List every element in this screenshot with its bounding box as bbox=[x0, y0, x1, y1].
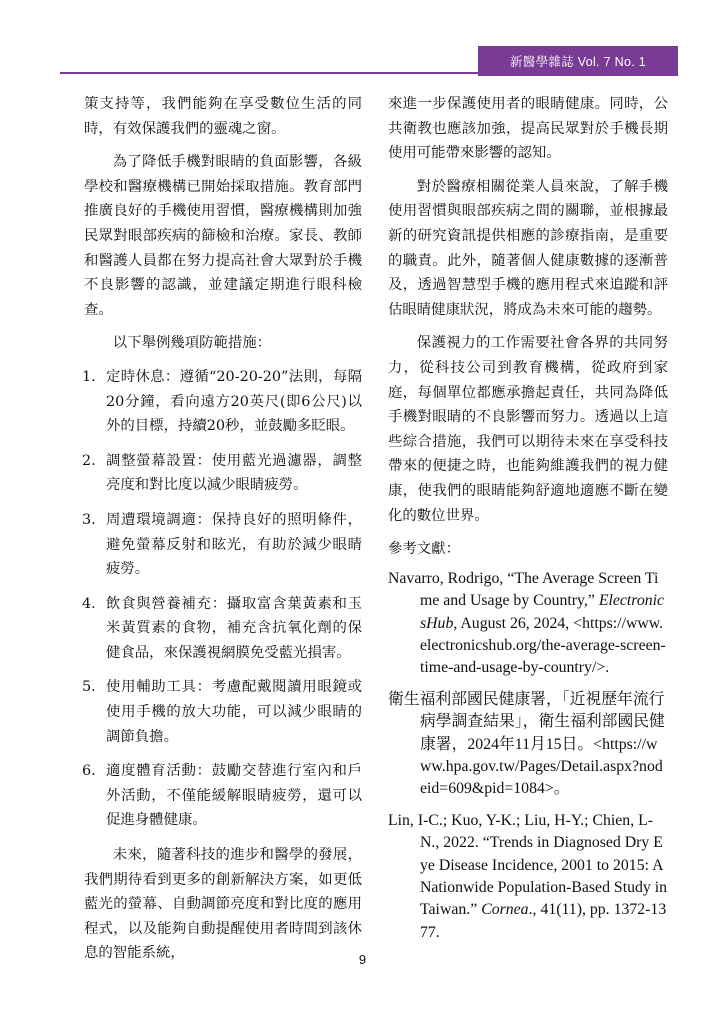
references-heading: 參考文獻： bbox=[388, 541, 460, 558]
paragraph: 未來，隨著科技的進步和醫學的發展，我們期待看到更多的創新解決方案，如更低藍光的螢幕、自動調節亮度和對比度的應用程式，以及能夠自動提醒使用者時間到該休息的智能系統， bbox=[84, 847, 362, 962]
reference-text: Lin, I-C.; Kuo, Y-K.; Liu, H-Y.; Chien, L-N., 2022. “Trends in Diagnosed Dry Eye Disease Incidence, 2001 to 2015: A Nationwide Population-Based Study in Taiwan.” bbox=[388, 811, 668, 919]
paragraph: 為了降低手機對眼睛的負面影響，各級學校和醫療機構已開始採取措施。教育部門推廣良好的手機使用習慣，醫療機構則加強民眾對眼部疾病的篩檢和治療。家長、教師和醫護人員都在努力提高社會大眾對於手機不良影響的認識，並建議定期進行眼科檢查。 bbox=[84, 154, 362, 318]
list-number: 3. bbox=[82, 511, 96, 528]
list-text: 適度體育活動：鼓勵交替進行室內和戶外活動，不僅能緩解眼睛疲勞，還可以促進身體健康。 bbox=[106, 763, 362, 829]
reference-entry bbox=[388, 568, 668, 680]
list-number: 5. bbox=[82, 679, 96, 696]
list-number: 1. bbox=[82, 368, 96, 385]
reference-entry: 衛生福利部國民健康署，「近視歷年流行病學調查結果」，衛生福利部國民健康署，2024年11月15日。<https://www.hpa.gov.tw/Pages/Detail.aspx?nodeid=609&pid=1084>。 bbox=[388, 690, 665, 798]
journal-header: 新醫學雜誌 Vol. 7 No. 1 bbox=[478, 46, 678, 76]
right-column bbox=[388, 92, 668, 953]
list-text: 周遭環境調適：保持良好的照明條件，避免螢幕反射和眩光，有助於減少眼睛疲勞。 bbox=[106, 511, 362, 578]
paragraph: 保護視力的工作需要社會各界的共同努力，從科技公司到教育機構，從政府到家庭，每個單位都應承擔起責任，共同為降低手機對眼睛的不良影響而努力。透過以上這些綜合措施，我們可以期待未來在享受科技帶來的便捷之時，也能夠維護我們的視力健康，使我們的眼睛能夠舒適地適應不斷在變化的數位世界。 bbox=[388, 335, 668, 524]
list-intro: 以下舉例幾項防範措施： bbox=[112, 335, 272, 352]
list-number: 6. bbox=[82, 763, 96, 780]
reference-entry bbox=[388, 810, 668, 944]
reference-text: Navarro, Rodrigo, “The Average Screen Time and Usage by Country,” bbox=[388, 569, 659, 610]
list-text: 定時休息：遵循“20-20-20”法則，每隔20分鐘，看向遠方20英尺(即6公尺)以外的目標，持續20秒，並鼓勵多眨眼。 bbox=[106, 368, 362, 435]
list-item bbox=[82, 592, 362, 666]
list-text: 使用輔助工具：考慮配戴閱讀用眼鏡或使用手機的放大功能，可以減少眼睛的調節負擔。 bbox=[106, 679, 362, 745]
left-column bbox=[84, 92, 362, 975]
list-item bbox=[82, 675, 362, 749]
reference-source: ElectronicsHub bbox=[420, 592, 665, 632]
list-item bbox=[82, 508, 362, 582]
list-item bbox=[82, 759, 362, 833]
list-number: 4. bbox=[82, 595, 96, 612]
list-text: 飲食與營養補充：攝取富含葉黃素和玉米黃質素的食物，補充含抗氧化劑的保健食品，來保護視網膜免受藍光損害。 bbox=[106, 595, 362, 661]
reference-text: , August 26, 2024, <https://www.electronicshub.org/the-average-screen-time-and-usage-by-country/>. bbox=[420, 614, 666, 677]
page-number: 9 bbox=[358, 952, 367, 967]
paragraph: 對於醫療相關從業人員來說，了解手機使用習慣與眼部疾病之間的關聯，並根據最新的研究資訊提供相應的診療指南，是重要的職責。此外，隨著個人健康數據的逐漸普及，透過智慧型手機的應用程式來追蹤和評估眼睛健康狀況，將成為未來可能的趨勢。 bbox=[388, 178, 668, 318]
reference-text: ., 41(11), pp. 1372-1377. bbox=[420, 901, 667, 941]
list-item bbox=[82, 449, 362, 498]
paragraph: 策支持等，我們能夠在享受數位生活的同時，有效保護我們的靈魂之窗。 bbox=[84, 96, 362, 137]
list-item bbox=[82, 365, 362, 439]
list-number: 2. bbox=[82, 452, 96, 469]
paragraph: 來進一步保護使用者的眼睛健康。同時，公共衛教也應該加強，提高民眾對於手機長期使用可能帶來影響的認知。 bbox=[388, 96, 668, 162]
reference-source: Cornea bbox=[481, 901, 529, 919]
list-text: 調整螢幕設置：使用藍光過濾器，調整亮度和對比度以減少眼睛疲勞。 bbox=[106, 452, 362, 494]
